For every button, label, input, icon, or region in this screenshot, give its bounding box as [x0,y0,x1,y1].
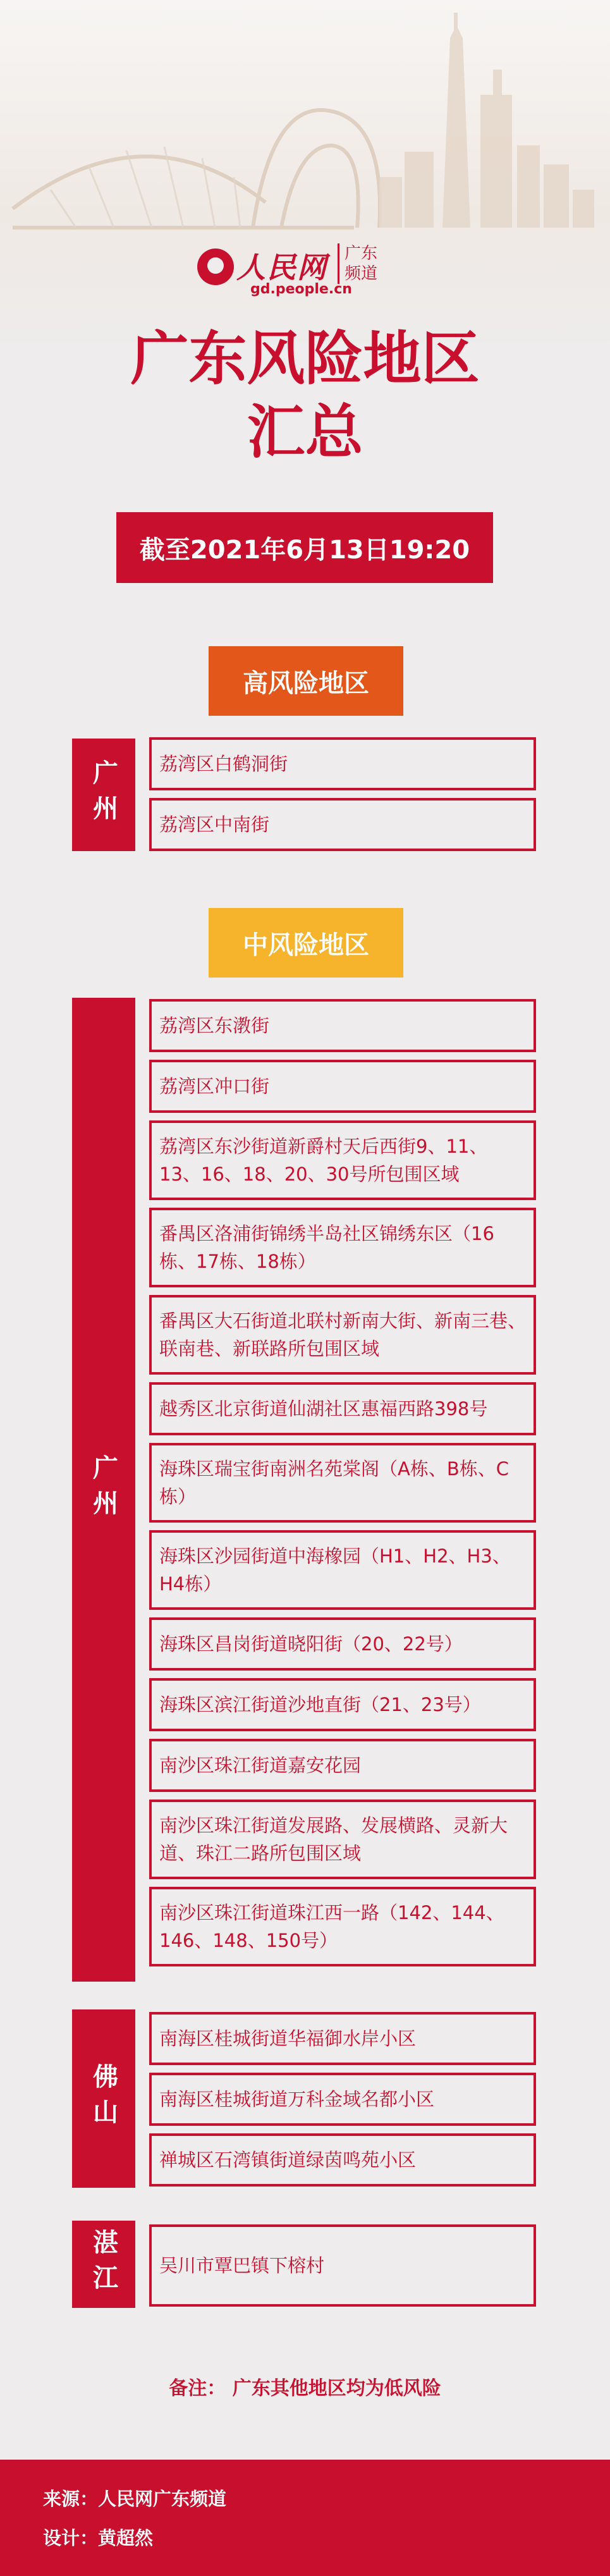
high-risk-area: 荔湾区白鹤洞街 [149,737,536,790]
source-credit: 来源：人民网广东频道 [43,2488,227,2510]
mid-risk-area: 禅城区石湾镇街道绿茵鸣苑小区 [149,2133,536,2187]
mid-risk-city-guangzhou: 广州 [72,998,135,1982]
city-skyline-illustration [0,0,610,354]
mid-risk-area: 海珠区瑞宝街南洲名苑棠阁（A栋、B栋、C栋） [149,1443,536,1523]
mid-risk-city-foshan: 佛山 [72,2009,135,2188]
mid-risk-area: 南沙区珠江街道珠江西一路（142、144、146、148、150号） [149,1887,536,1966]
high-risk-city-guangzhou: 广州 [72,739,135,851]
logo-url: gd.people.cn [250,281,352,297]
mid-risk-area: 番禺区大石街道北联村新南大街、新南三巷、联南巷、新联路所包围区域 [149,1295,536,1375]
high-risk-label: 高风险地区 [209,646,403,716]
mid-risk-area: 越秀区北京街道仙湖社区惠福西路398号 [149,1382,536,1435]
date-banner: 截至2021年6月13日19:20 [116,512,493,583]
logo-mark-icon [197,248,234,285]
mid-risk-area: 海珠区滨江街道沙地直街（21、23号） [149,1678,536,1731]
logo-channel: 广东频道 [338,243,389,284]
people-daily-logo [197,243,387,300]
footnote: 备注： 广东其他地区均为低风险 [169,2377,441,2400]
mid-risk-area: 吴川市覃巴镇下榕村 [149,2224,536,2307]
mid-risk-area: 荔湾区东沙街道新爵村天后西街9、11、13、16、18、20、30号所包围区域 [149,1120,536,1200]
page-title-line1: 广东风险地区 [130,325,480,393]
high-risk-area: 荔湾区中南街 [149,798,536,851]
logo-wordmark: 人民网 [236,250,327,285]
design-credit: 设计：黄超然 [43,2527,154,2549]
footer-bar [0,2460,610,2576]
mid-risk-area: 番禺区洛浦街锦绣半岛社区锦绣东区（16栋、17栋、18栋） [149,1208,536,1287]
mid-risk-area: 南沙区珠江街道发展路、发展横路、灵新大道、珠江二路所包围区域 [149,1800,536,1879]
mid-risk-label: 中风险地区 [209,908,403,978]
mid-risk-area: 南沙区珠江街道嘉安花园 [149,1739,536,1792]
mid-risk-area: 南海区桂城街道万科金域名都小区 [149,2073,536,2126]
mid-risk-city-zhanjiang: 湛江 [72,2221,135,2308]
mid-risk-area: 海珠区昌岗街道晓阳街（20、22号） [149,1617,536,1671]
mid-risk-area: 荔湾区东漖街 [149,999,536,1052]
mid-risk-area: 南海区桂城街道华福御水岸小区 [149,2012,536,2065]
mid-risk-area: 荔湾区冲口街 [149,1060,536,1113]
hero-banner [0,0,610,354]
mid-risk-area: 海珠区沙园街道中海橡园（H1、H2、H3、H4栋） [149,1530,536,1610]
page-title-line2: 汇总 [247,398,363,466]
